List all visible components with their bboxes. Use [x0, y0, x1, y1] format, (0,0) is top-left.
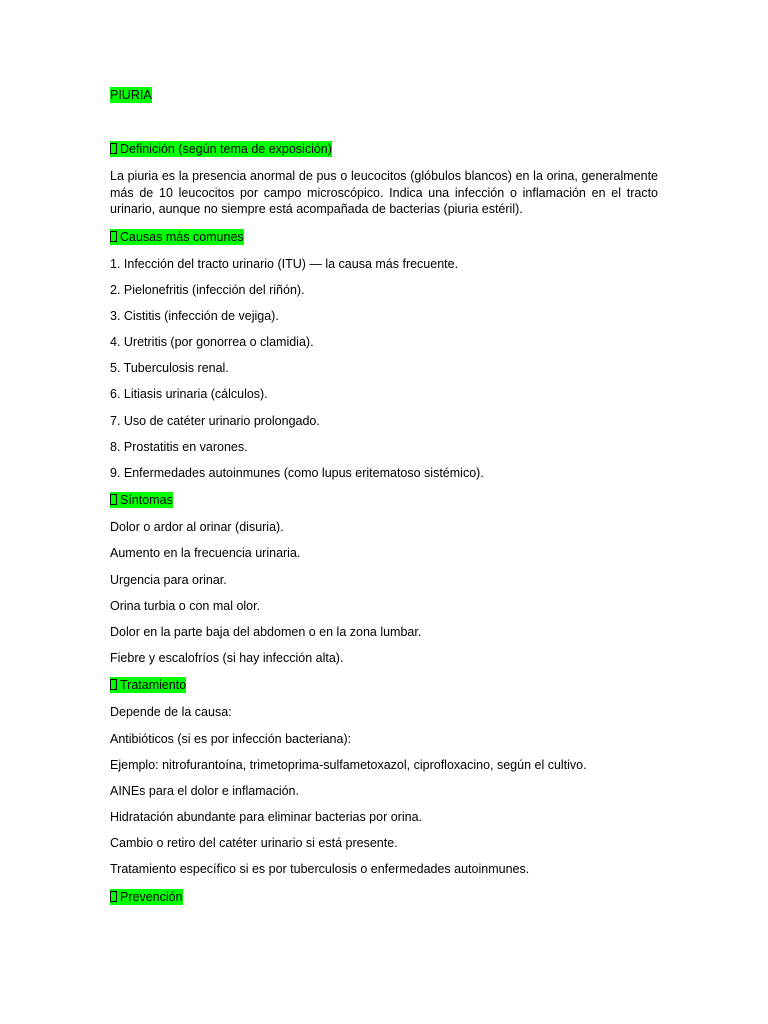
section-heading-tratamiento: [110, 677, 186, 693]
missing-glyph-box-icon: [110, 143, 117, 154]
section-heading-causas: [110, 229, 244, 245]
list-item: Fiebre y escalofríos (si hay infección alta).: [110, 651, 344, 666]
section-heading-sintomas: [110, 492, 173, 508]
missing-glyph-box-icon: [110, 494, 117, 505]
section-heading-text: Causas más comunes: [120, 229, 244, 244]
section-causas-heading-row: [110, 228, 658, 246]
definition-paragraph: La piuria es la presencia anormal de pus o leucocitos (glóbulos blancos) en la orina, generalmente más de 10 leucocitos por campo microscópico. Indica una infección o inflamación en el tracto urinario, aunque no siempre está acompañada de bacterias (piuria estéril).: [110, 169, 658, 216]
section-heading-text: Síntomas: [120, 493, 173, 508]
list-item: Cambio o retiro del catéter urinario si está presente.: [110, 836, 398, 851]
section-definicion-heading-row: [110, 140, 658, 158]
document-page: [110, 86, 658, 916]
section-tratamiento-heading-row: [110, 676, 658, 694]
list-item: 6. Litiasis urinaria (cálculos).: [110, 387, 268, 402]
list-item: Hidratación abundante para eliminar bacterias por orina.: [110, 810, 422, 825]
list-item: Depende de la causa:: [110, 705, 232, 720]
section-heading-definicion: [110, 141, 332, 157]
list-item: Orina turbia o con mal olor.: [110, 598, 261, 613]
section-heading-prevencion: [110, 889, 183, 905]
list-item: AINEs para el dolor e inflamación.: [110, 783, 299, 798]
list-item: 1. Infección del tracto urinario (ITU) — la causa más frecuente.: [110, 256, 459, 271]
list-item: Ejemplo: nitrofurantoína, trimetoprima-sulfametoxazol, ciprofloxacino, según el cultivo.: [110, 757, 587, 772]
list-item: Urgencia para orinar.: [110, 572, 227, 587]
list-item: Tratamiento específico si es por tuberculosis o enfermedades autoinmunes.: [110, 862, 530, 877]
list-item: 2. Pielonefritis (infección del riñón).: [110, 282, 305, 297]
document-title: PIURIA: [110, 88, 152, 102]
section-heading-text: Definición (según tema de exposición): [120, 142, 332, 156]
section-heading-text: Prevención: [120, 889, 183, 904]
list-item: 7. Uso de catéter urinario prolongado.: [110, 413, 320, 428]
missing-glyph-box-icon: [110, 891, 117, 902]
list-item: 8. Prostatitis en varones.: [110, 439, 248, 454]
list-item: Dolor o ardor al orinar (disuria).: [110, 520, 284, 535]
document-title-row: [110, 86, 658, 104]
missing-glyph-box-icon: [110, 679, 117, 690]
missing-glyph-box-icon: [110, 231, 117, 242]
list-item: Antibióticos (si es por infección bacteriana):: [110, 731, 352, 746]
list-item: 9. Enfermedades autoinmunes (como lupus eritematoso sistémico).: [110, 466, 484, 480]
list-item: Aumento en la frecuencia urinaria.: [110, 546, 301, 561]
list-item: 5. Tuberculosis renal.: [110, 361, 229, 376]
section-heading-text: Tratamiento: [120, 678, 187, 693]
list-item: 3. Cistitis (infección de vejiga).: [110, 308, 279, 323]
section-sintomas-heading-row: [110, 491, 658, 509]
list-item: Dolor en la parte baja del abdomen o en la zona lumbar.: [110, 624, 422, 639]
list-item: 4. Uretritis (por gonorrea o clamidia).: [110, 335, 314, 350]
section-prevencion-heading-row: [110, 888, 658, 906]
